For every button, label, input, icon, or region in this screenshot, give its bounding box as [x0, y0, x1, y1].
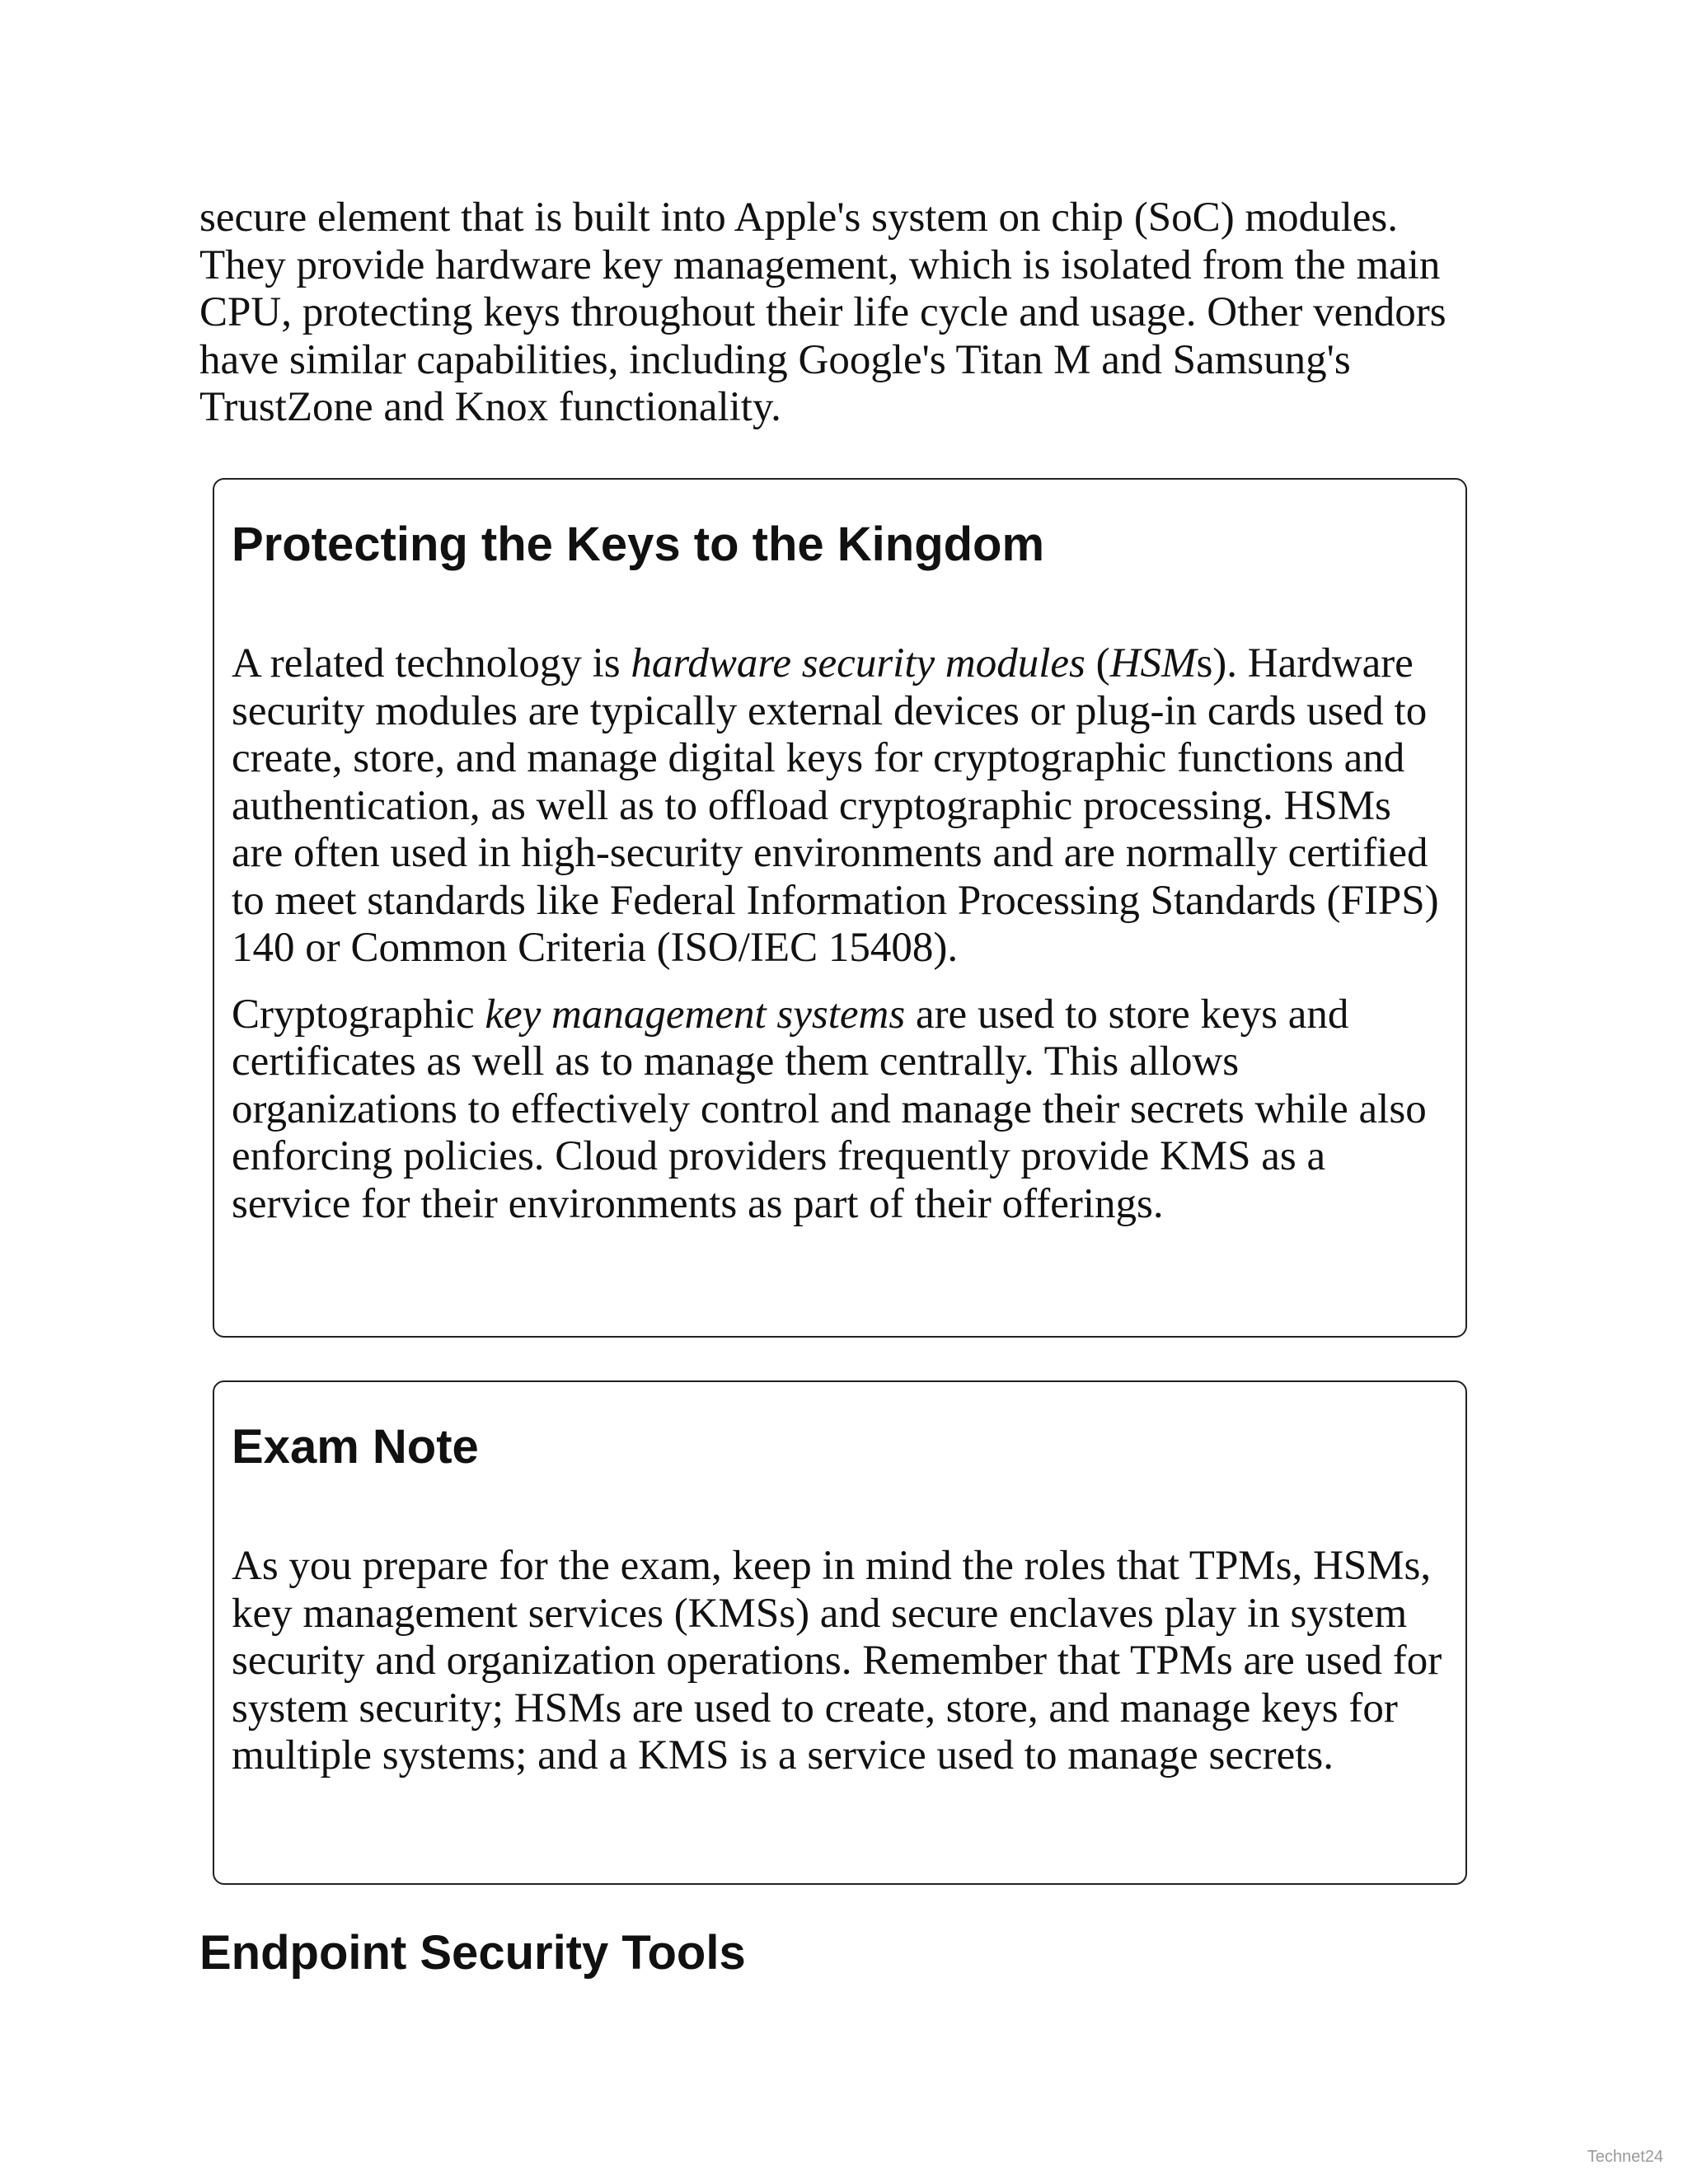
hsm-text-c: s). Hardware security modules are typically external devices or plug-in cards used to create, store, and manage digital keys for cryptographic functions and authentication, as well as to offload cryptographic processing. HSMs are often used in high-security environments and are normally certified to meet standards like Federal Information Processing Standards (FIPS) 140 or Common Criteria (ISO/IEC 15408).	[232, 640, 1439, 971]
hsm-term-italic: hardware security modules	[631, 640, 1085, 687]
kms-text-a: Cryptographic	[232, 991, 485, 1038]
kms-paragraph	[232, 991, 1447, 1229]
section-heading: Endpoint Security Tools	[199, 1926, 746, 1980]
hsm-paragraph	[232, 640, 1447, 972]
watermark: Technet24	[1587, 2148, 1663, 2166]
sidebar-box-keys-to-kingdom	[213, 478, 1467, 1338]
intro-paragraph: secure element that is built into Apple's system on chip (SoC) modules. They provide hardware key management, which is isolated from the main CPU, protecting keys throughout their life cycle and usage. Other vendors have similar capabilities, including Google's Titan M and Samsung's TrustZone and Knox functionality.	[199, 194, 1447, 430]
hsm-text-a: A related technology is	[232, 640, 631, 687]
kms-term-italic: key management systems	[485, 991, 906, 1038]
kms-text-b: are used to store keys and certificates as well as to manage them centrally. This allows organizations to effectively control and manage their secrets while also enforcing policies. Cloud providers frequently provide KMS as a service for their environments as part of their offerings.	[232, 991, 1427, 1227]
exam-note-box	[213, 1380, 1467, 1885]
box-heading-keys: Protecting the Keys to the Kingdom	[232, 518, 1045, 571]
box-heading-exam-note: Exam Note	[232, 1420, 479, 1474]
hsm-abbr-italic: HSM	[1109, 640, 1197, 687]
exam-note-paragraph: As you prepare for the exam, keep in mind the roles that TPMs, HSMs, key management services (KMSs) and secure enclaves play in system security and organization operations. Remember that TPMs are used for system security; HSMs are used to create, store, and manage keys for multiple systems; and a KMS is a service used to manage secrets.	[232, 1543, 1442, 1779]
hsm-text-b: (	[1085, 640, 1110, 687]
